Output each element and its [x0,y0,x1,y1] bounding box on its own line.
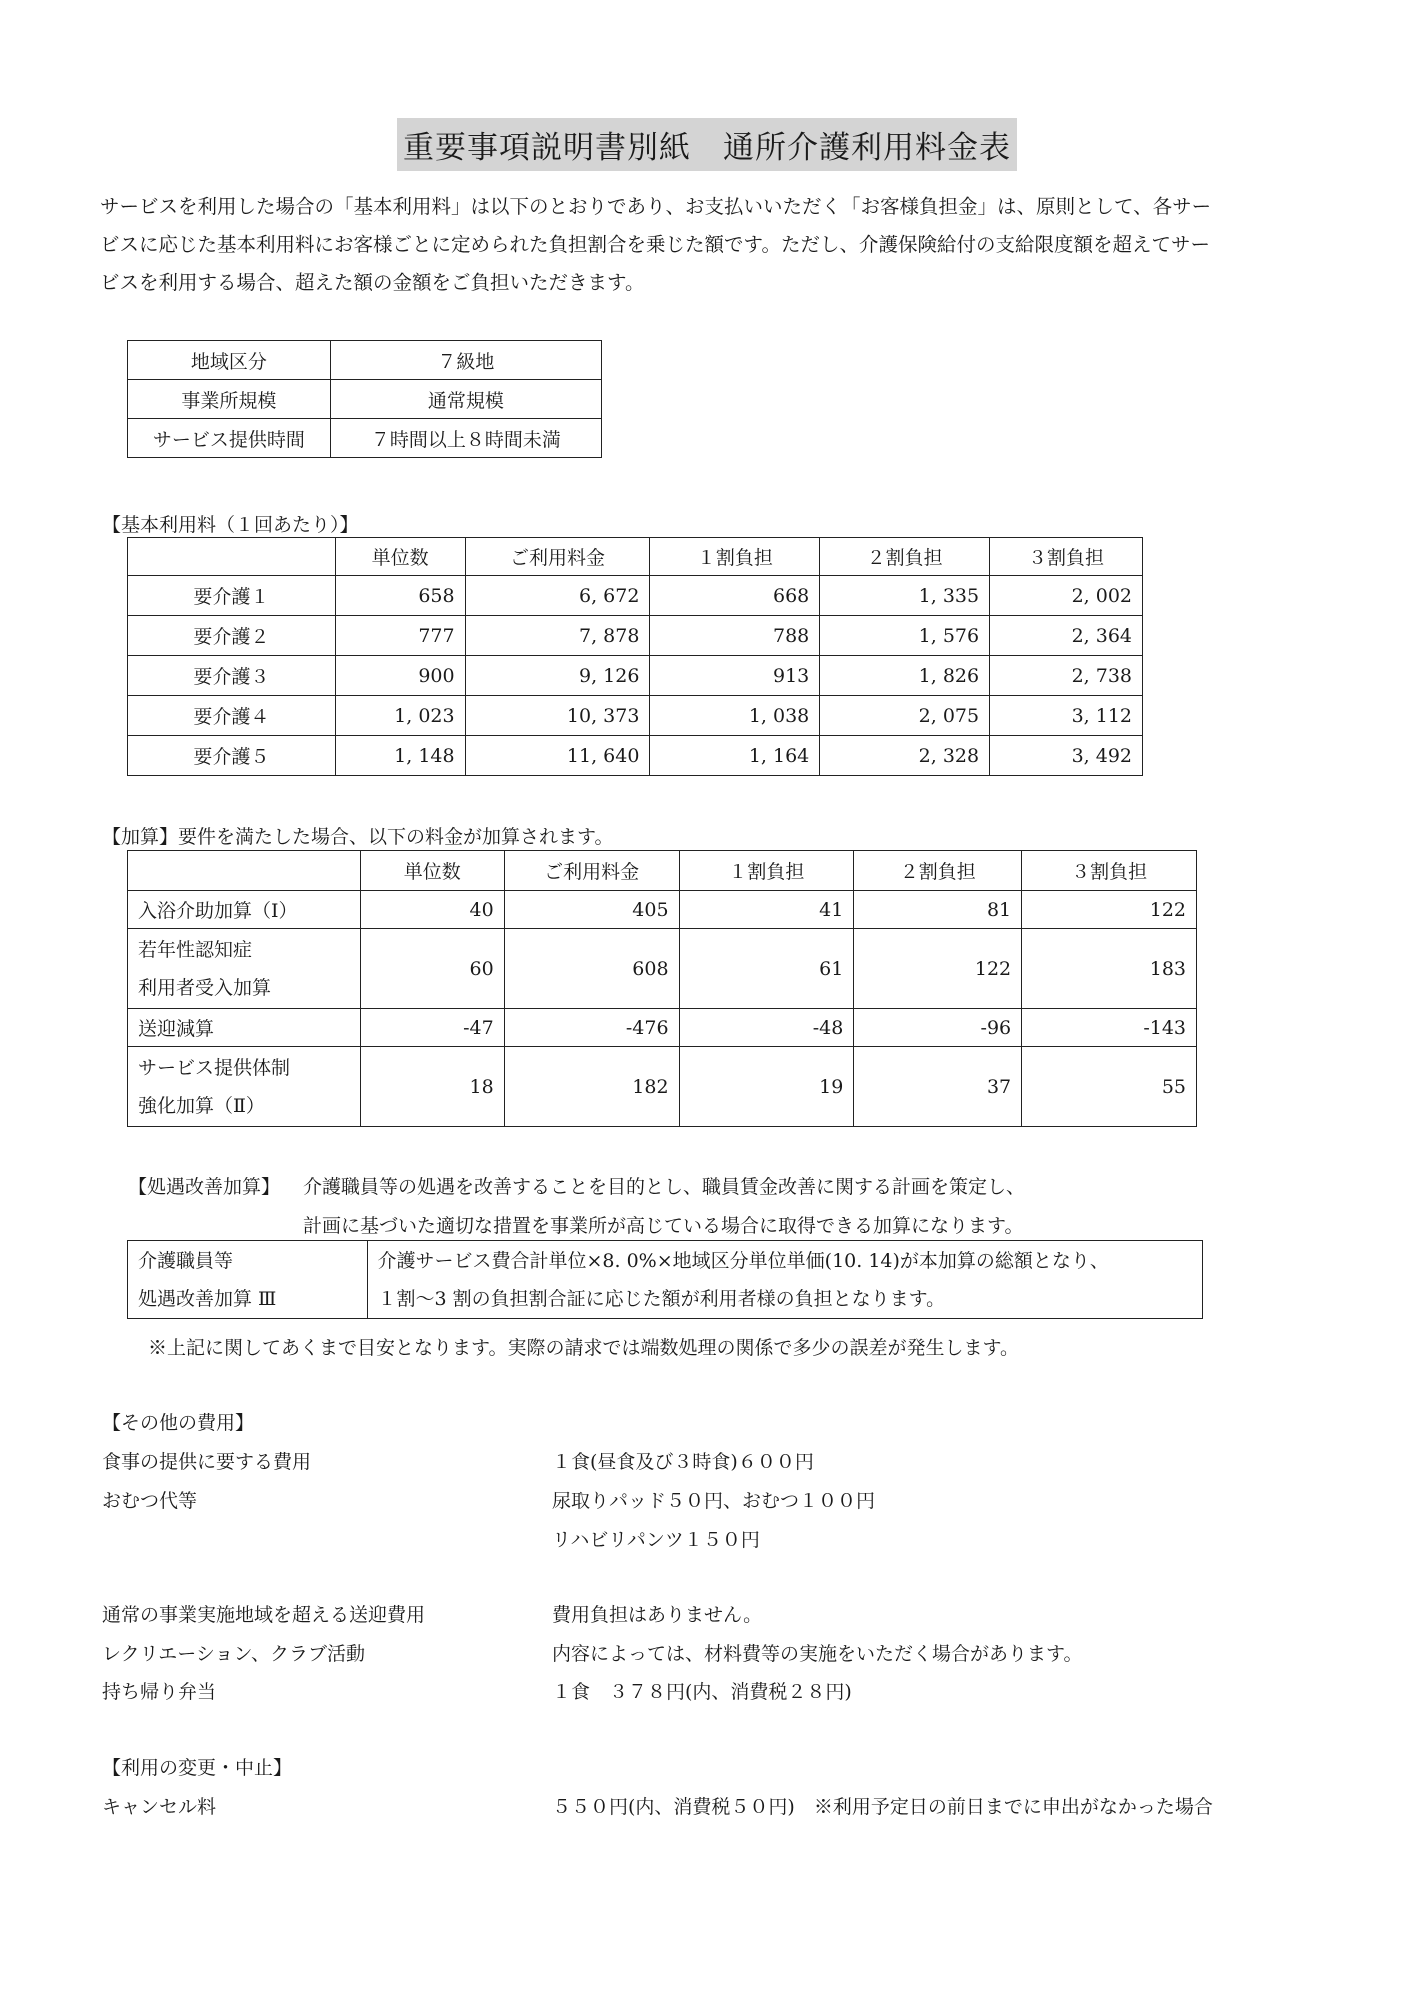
row-label-line-2: 利用者受入加算 [138,976,272,999]
cell-fee: 608 [504,929,679,1009]
addition-header-units: 単位数 [360,851,504,891]
cell-units: 658 [335,576,465,616]
cell-fee: -476 [504,1009,679,1047]
cell-20pct: 37 [854,1047,1022,1127]
other-label-meal: 食事の提供に要する費用 [102,1451,312,1473]
basic-header-fee: ご利用料金 [465,538,650,576]
basic-fee-table [127,537,1143,776]
table-row [128,616,1143,656]
other-value-rehab-pants: リハビリパンツ１５０円 [552,1529,760,1551]
info-value-scale: 通常規模 [330,380,601,419]
treatment-note: ※上記に関してあくまで目安となります。実際の請求では端数処理の関係で多少の誤差が発生します。 [148,1337,1019,1359]
cell-20pct: 2, 075 [820,696,990,736]
treatment-label-line-2: 処遇改善加算 Ⅲ [138,1287,277,1310]
cell-units: -47 [360,1009,504,1047]
info-table [127,340,602,458]
cancel-heading: 【利用の変更・中止】 [102,1757,293,1779]
table-row [128,1009,1197,1047]
other-heading: 【その他の費用】 [102,1412,255,1434]
treatment-text [367,1241,1203,1319]
cell-10pct: 41 [679,891,854,929]
cell-20pct: 1, 576 [820,616,990,656]
cell-10pct: 788 [650,616,820,656]
other-label-diaper: おむつ代等 [102,1490,198,1512]
table-row [128,891,1197,929]
cell-20pct: -96 [854,1009,1022,1047]
other-value-transport: 費用負担はありません。 [552,1604,763,1626]
cell-10pct: -48 [679,1009,854,1047]
row-label: 入浴介助加算（Ⅰ） [128,891,361,929]
cell-30pct: 3, 492 [990,736,1143,776]
page-title: 重要事項説明書別紙 通所介護利用料金表 [397,118,1017,171]
treatment-heading: 【処遇改善加算】 [128,1176,281,1198]
cell-fee: 10, 373 [465,696,650,736]
info-label-region: 地域区分 [128,341,331,380]
cell-10pct: 668 [650,576,820,616]
cell-10pct: 1, 038 [650,696,820,736]
cell-fee: 7, 878 [465,616,650,656]
cancel-value: ５５０円(内、消費税５０円) ※利用予定日の前日までに申出がなかった場合 [552,1796,1213,1818]
cell-fee: 6, 672 [465,576,650,616]
table-row [128,736,1143,776]
treatment-table [127,1240,1203,1319]
addition-header-30pct: ３割負担 [1022,851,1197,891]
row-label-line-1: 若年性認知症 [138,938,253,961]
cell-10pct: 913 [650,656,820,696]
basic-header-units: 単位数 [335,538,465,576]
cell-20pct: 122 [854,929,1022,1009]
intro-line-1: サービスを利用した場合の「基本利用料」は以下のとおりであり、お支払いいただく「お客様負担金」は、原則として、各サー [100,195,1212,218]
cell-20pct: 2, 328 [820,736,990,776]
row-label: 要介護３ [128,656,336,696]
info-label-hours: サービス提供時間 [128,419,331,458]
cell-20pct: 1, 826 [820,656,990,696]
cell-10pct: 61 [679,929,854,1009]
cell-fee: 11, 640 [465,736,650,776]
addition-header-fee: ご利用料金 [504,851,679,891]
cell-units: 18 [360,1047,504,1127]
cell-units: 777 [335,616,465,656]
cell-units: 1, 023 [335,696,465,736]
row-label-line-2: 強化加算（Ⅱ） [138,1094,265,1117]
row-label-line-1: サービス提供体制 [138,1056,291,1079]
cell-fee: 9, 126 [465,656,650,696]
treatment-label [128,1241,368,1319]
row-label: 要介護１ [128,576,336,616]
table-row [128,656,1143,696]
table-row [128,1047,1197,1127]
intro-line-3: ビスを利用する場合、超えた額の金額をご負担いただきます。 [100,271,645,294]
row-label: 要介護５ [128,736,336,776]
addition-header-20pct: ２割負担 [854,851,1022,891]
cell-30pct: 183 [1022,929,1197,1009]
table-row [128,696,1143,736]
basic-header-20pct: ２割負担 [820,538,990,576]
other-value-diaper: 尿取りパッド５０円、おむつ１００円 [552,1490,876,1512]
info-label-scale: 事業所規模 [128,380,331,419]
row-label: 送迎減算 [128,1009,361,1047]
treatment-text-line-2: １割～3 割の負担割合証に応じた額が利用者様の負担となります。 [377,1287,946,1310]
addition-heading: 【加算】要件を満たした場合、以下の料金が加算されます。 [102,826,614,848]
cell-fee: 182 [504,1047,679,1127]
treatment-text-line-1: 介護サービス費合計単位×8. 0%×地域区分単位単価(10. 14)が本加算の総額となり、 [377,1249,1109,1272]
row-label: 要介護４ [128,696,336,736]
row-label [128,929,361,1009]
cell-10pct: 1, 164 [650,736,820,776]
cell-units: 60 [360,929,504,1009]
cell-30pct: 122 [1022,891,1197,929]
treatment-desc-1: 介護職員等の処遇を改善することを目的とし、職員賃金改善に関する計画を策定し、 [303,1176,1026,1198]
cell-units: 1, 148 [335,736,465,776]
info-value-hours: ７時間以上８時間未満 [330,419,601,458]
other-label-recreation: レクリエーション、クラブ活動 [102,1643,365,1665]
basic-header-10pct: １割負担 [650,538,820,576]
row-label: 要介護２ [128,616,336,656]
cell-units: 40 [360,891,504,929]
info-value-region: ７級地 [330,341,601,380]
other-value-meal: １食(昼食及び３時食)６００円 [552,1451,814,1473]
cell-30pct: 3, 112 [990,696,1143,736]
addition-header-blank [128,851,361,891]
table-row [128,929,1197,1009]
cell-20pct: 1, 335 [820,576,990,616]
cell-30pct: 2, 364 [990,616,1143,656]
other-label-bento: 持ち帰り弁当 [102,1681,217,1703]
treatment-desc-2: 計画に基づいた適切な措置を事業所が高じている場合に取得できる加算になります。 [303,1215,1024,1237]
cell-fee: 405 [504,891,679,929]
cell-10pct: 19 [679,1047,854,1127]
cell-30pct: -143 [1022,1009,1197,1047]
intro-paragraph [100,188,1320,302]
other-value-bento: １食 ３７８円(内、消費税２８円) [552,1681,852,1703]
basic-header-30pct: ３割負担 [990,538,1143,576]
cancel-label: キャンセル料 [102,1796,217,1818]
treatment-label-line-1: 介護職員等 [138,1249,234,1272]
other-label-transport: 通常の事業実施地域を超える送迎費用 [102,1604,426,1626]
cell-30pct: 2, 002 [990,576,1143,616]
other-value-recreation: 内容によっては、材料費等の実施をいただく場合があります。 [552,1643,1083,1665]
basic-heading: 【基本利用料（１回あたり）】 [102,514,359,536]
row-label [128,1047,361,1127]
addition-table [127,850,1197,1127]
intro-line-2: ビスに応じた基本利用料にお客様ごとに定められた負担割合を乗じた額です。ただし、介護保険給付の支給限度額を超えてサー [100,233,1210,256]
cell-30pct: 55 [1022,1047,1197,1127]
cell-20pct: 81 [854,891,1022,929]
cell-30pct: 2, 738 [990,656,1143,696]
cell-units: 900 [335,656,465,696]
basic-header-blank [128,538,336,576]
addition-header-10pct: １割負担 [679,851,854,891]
table-row [128,576,1143,616]
